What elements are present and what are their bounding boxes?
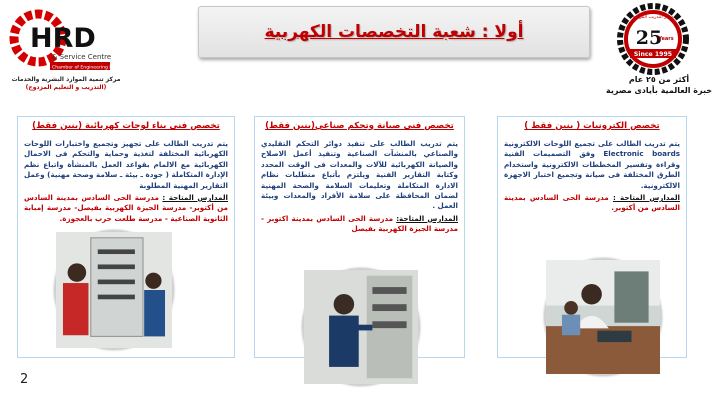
photo-electrical-panels [54, 230, 174, 350]
card-title: تخصص فنى صيانة وتحكم صناعي(بنين فقط) [265, 121, 454, 131]
badge-number: 25 [635, 27, 663, 49]
schools-list: مدرسة الحى السادس بمدينة السادس من أكتوبر- مدرسة الجيزة الكهربية بفيصل- مدرسة إمبابة الثانوية الصناعية - مدرسة طلعت حرب بالعجوزة. [24, 193, 228, 223]
hrd-service: & Service Centre [52, 53, 112, 61]
schools-label: المدارس المتاحة : [162, 193, 228, 203]
card-schools [261, 214, 458, 235]
years-badge [613, 2, 693, 76]
hrd-chamber: Chamber of Engineering Industries [52, 65, 133, 71]
badge-since: Since 1995 [633, 51, 673, 58]
page-number: 2 [20, 372, 29, 387]
hrd-letters: HRD [30, 23, 96, 54]
experience-caption [604, 74, 714, 96]
experience-line1: أكثر من ٢٥ عام [628, 75, 690, 84]
badge-years: Years [658, 36, 674, 42]
schools-list: مدرسة الحى السادس بمدينة السادس من أكتوبر. [504, 193, 680, 213]
hrd-arabic-caption [10, 76, 122, 92]
photo-electronics-lab [544, 258, 662, 376]
hrd-arabic-line2: (التدريب و التعليم المزدوج) [25, 84, 107, 91]
card-body: يتم تدريب الطالب على تجميع اللوحات الالكترونية Electronic boards وفق التصميمات الفنية وقراءة وتفسير المخططات الالكترونية واستخدام الطرق المختلفة فى صيانة وتجميع اختبار الاجهزة الالكترونية. [504, 139, 680, 190]
card-body: يتم تدريب الطالب على تنفيذ دوائر التحكم التقليدي والصناعي بالمنشآت الصناعية وتنفيذ أعمل الاصلاح والصيانة الكهربائية للآلات والمعدات فى الوقت المحدد وكتابة التقارير الفنية ويلتزم بأتباع متطلبات نظام الادارة المتكاملة وتعليمات السلامة والصحة المهنية لضمان المحافظة على سلامة الأفراد والمعدات وبيئة العمل . [261, 139, 458, 211]
card-title: تخصص الكترونيات ( بنين فقط ) [524, 121, 660, 131]
page-title-box [198, 6, 590, 58]
schools-label: المدارس المتاحة : [612, 193, 680, 203]
page-title: أولا : شعبة التخصصات الكهربية [264, 22, 524, 42]
card-schools [504, 193, 680, 214]
badge-arabic-ring: مركز التدريب المزدوج [632, 15, 674, 20]
experience-line2: خبرة العالمية بأيادى مصرية [606, 86, 712, 95]
card-title: تخصص فنى بناء لوحات كهربائية (بنين فقط) [32, 121, 220, 131]
card-body: يتم تدريب الطالب على تجهيز وتجميع واختبارات اللوحات الكهربائية المختلفة لتغذية وحماية والتحكم فى الاحمال الكهربائية مع الالمام بقواعد العمل بالمنشأة واتباع نظم الإدارة المتكاملة ( جودة ـ بيئة ـ سلامة وصحة مهنية) وعمل التقارير المهنية المطلوبة [24, 139, 228, 190]
hrd-arabic-line1: مركز تنمية الموارد البشرية والخدمات [11, 76, 121, 83]
schools-label: المدارس المتاحة: [396, 213, 458, 223]
photo-control-panel [302, 268, 420, 386]
card-schools [24, 193, 228, 224]
schools-list: مدرسة الحى السادس بمدينة اكتوبر - مدرسة الجيزة الكهربية بفيصل [261, 213, 458, 234]
